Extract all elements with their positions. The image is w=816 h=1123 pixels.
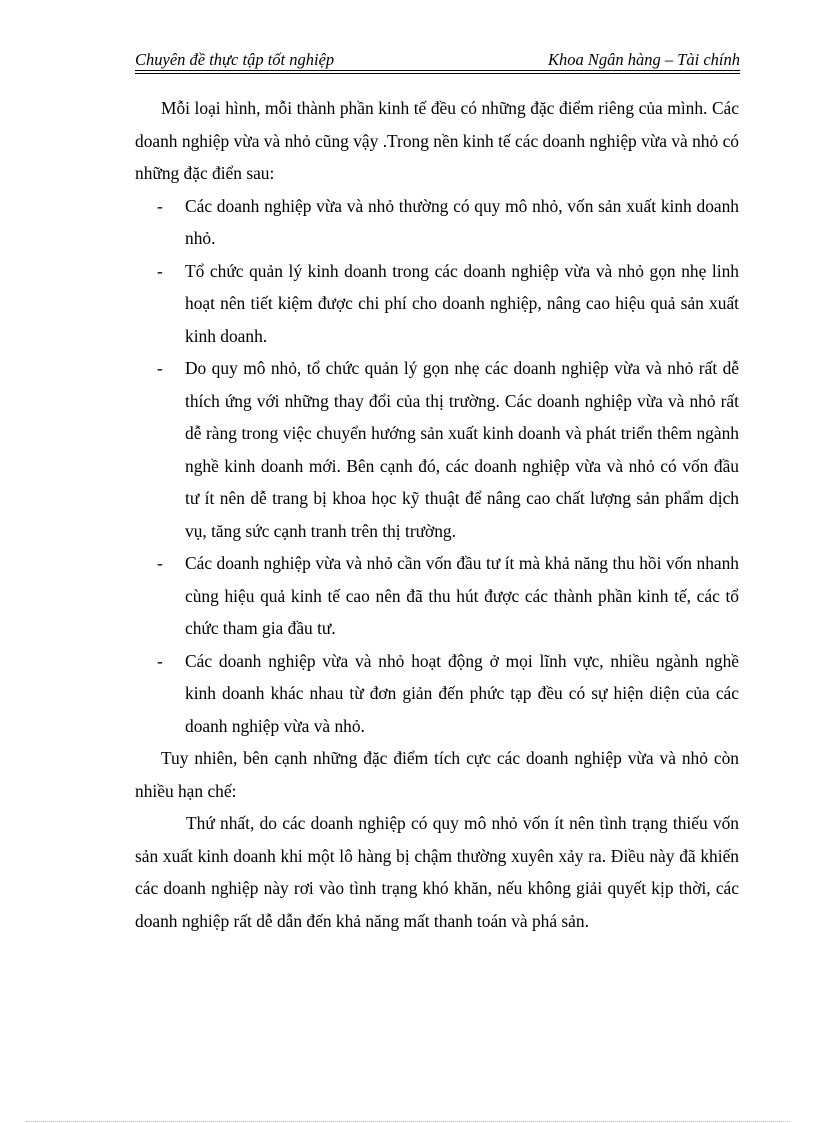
- intro-paragraph: Mỗi loại hình, mỗi thành phần kinh tế đều có những đặc điểm riêng của mình. Các doanh nghiệp vừa và nhỏ cũng vậy .Trong nền kinh tế các doanh nghiệp vừa và nhỏ có những đặc điển sau:: [135, 98, 739, 183]
- bullet-item: [135, 645, 739, 743]
- header-left-title: Chuyên đề thực tập tốt nghiệp: [135, 50, 335, 69]
- bullet-dash: -: [157, 260, 163, 281]
- bullet-dash: -: [157, 358, 163, 378]
- bullet-dash: -: [157, 195, 163, 216]
- bullet-text: Các doanh nghiệp vừa và nhỏ hoạt động ở mọi lĩnh vực, nhiều ngành nghề kinh doanh khác nhau từ đơn giản đến phức tạp đều có sự hiện diện của các doanh nghiệp vừa và nhỏ.: [185, 650, 739, 736]
- page-header: [135, 50, 740, 72]
- bullet-dash: -: [157, 553, 163, 573]
- document-body: [135, 92, 739, 937]
- header-right-department: Khoa Ngân hàng – Tài chính: [547, 50, 740, 69]
- bullet-item: [135, 352, 739, 547]
- bullet-text: Các doanh nghiệp vừa và nhỏ cần vốn đầu tư ít mà khả năng thu hồi vốn nhanh cùng hiệu quả kinh tế cao nên đã thu hút được các thành phần kinh tế, các tổ chức tham gia đầu tư.: [185, 553, 739, 638]
- bullet-item: [135, 547, 739, 645]
- bullet-text: Các doanh nghiệp vừa và nhỏ thường có quy mô nhỏ, vốn sản xuất kinh doanh nhỏ.: [185, 195, 739, 248]
- first-point-paragraph: Thứ nhất, do các doanh nghiệp có quy mô nhỏ vốn ít nên tình trạng thiếu vốn sản xuất kinh doanh khi một lô hàng bị chậm thường xuyên xảy ra. Điều này đã khiến các doanh nghiệp này rơi vào tình trạng khó khăn, nếu không giải quyết kịp thời, các doanh nghiệp rất dễ dẫn đến khả năng mất thanh toán và phá sản.: [135, 813, 739, 931]
- transition-paragraph: Tuy nhiên, bên cạnh những đặc điểm tích cực các doanh nghiệp vừa và nhỏ còn nhiều hạn chế:: [135, 748, 739, 801]
- bullet-text: Do quy mô nhỏ, tổ chức quản lý gọn nhẹ các doanh nghiệp vừa và nhỏ rất dễ thích ứng với những thay đổi của thị trường. Các doanh nghiệp vừa và nhỏ rất dễ ràng trong việc chuyển hướng sản xuất kinh doanh và phát triển thêm ngành nghề kinh doanh mới. Bên cạnh đó, các doanh nghiệp vừa và nhỏ có vốn đầu tư ít nên dễ trang bị khoa học kỹ thuật để nâng cao chất lượng sản phẩm dịch vụ, tăng sức cạnh tranh trên thị trường.: [185, 358, 739, 541]
- bullet-item: [135, 255, 739, 353]
- bullet-item: [135, 190, 739, 255]
- header-rule: [135, 70, 740, 71]
- bullet-dash: -: [157, 650, 163, 671]
- bullet-text: Tổ chức quản lý kinh doanh trong các doanh nghiệp vừa và nhỏ gọn nhẹ linh hoạt nên tiết kiệm được chi phí cho doanh nghiệp, nâng cao hiệu quả sản xuất kinh doanh.: [185, 260, 739, 346]
- header-rule-secondary: [135, 73, 740, 74]
- page-bottom-border: [26, 1121, 790, 1122]
